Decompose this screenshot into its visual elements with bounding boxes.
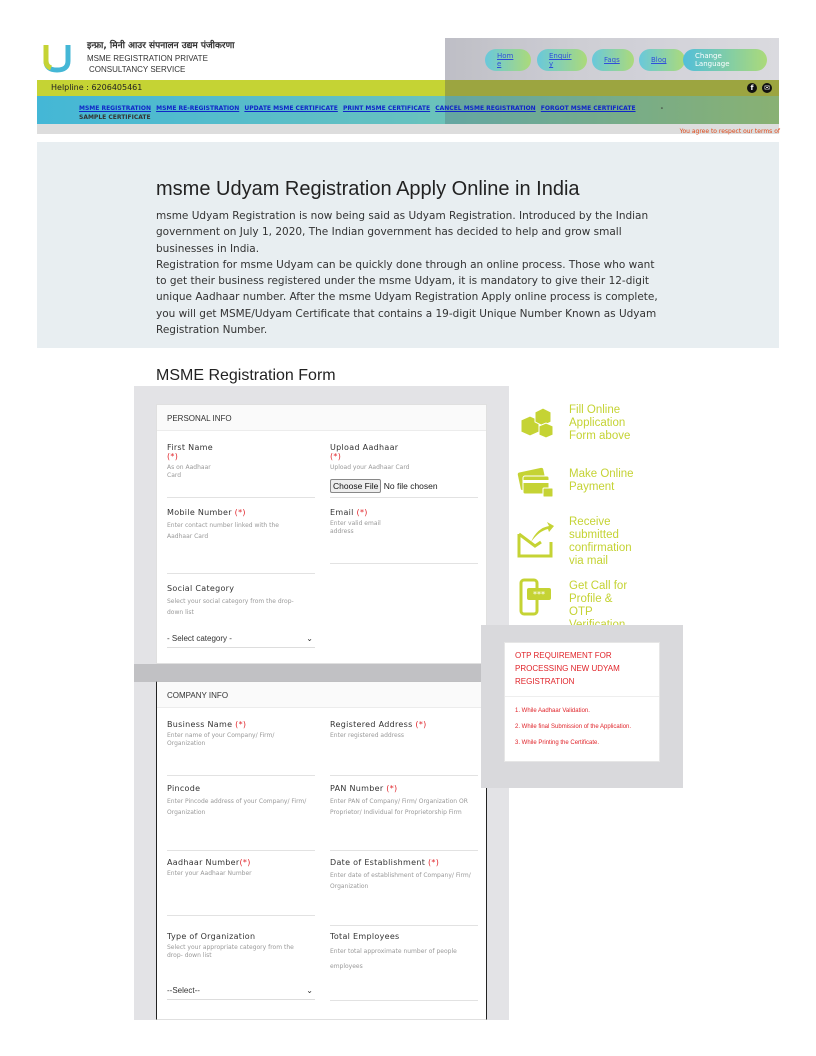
page-title: msme Udyam Registration Apply Online in India <box>156 178 580 200</box>
date-of-establishment-label: Date of Establishment <box>330 858 426 867</box>
required-mark: (*) <box>386 784 398 793</box>
boxes-icon <box>517 404 555 442</box>
payment-card-icon <box>517 464 555 502</box>
social-category-value: - Select category - <box>167 634 232 643</box>
aadhaar-number-field[interactable] <box>167 858 315 878</box>
nav-bar <box>445 38 779 80</box>
file-input[interactable] <box>330 479 438 493</box>
otp-item-2: 2. While final Submission of the Application. <box>515 724 632 730</box>
hero-paragraph-2: Registration for msme Udyam can be quickly done through an online process. Those who want to get their business registered under the msme Udyam, it is mandatory to give their 12-digit unique Aadhaar number. After the msme Udyam Registration Apply online process is complete, you will get MSME/Udyam Certificate that contains a 19-digit Unique Number Known as Udyam Registration Number. <box>156 258 658 337</box>
nav-home-link[interactable]: Hom e <box>485 49 531 71</box>
mobile-number-hint: Enter contact number linked with the Aadhaar Card <box>167 522 279 540</box>
total-employees-input[interactable] <box>330 1000 478 1001</box>
brand-hindi: इन्फ्रा, मिनी आउर संपनालन उद्यम पंजीकरणा <box>87 41 235 51</box>
pincode-hint: Enter Pincode address of your Company/ Firm/ Organization <box>167 798 307 816</box>
phone-otp-icon <box>517 578 555 616</box>
pincode-input[interactable] <box>167 850 315 851</box>
hero-paragraph-1: msme Udyam Registration is now being said as Udyam Registration. Introduced by the Indian government on July 1, 2020, The Indian government has decided to help and grow small businesses in India. <box>156 210 649 255</box>
date-of-establishment-field[interactable] <box>330 858 478 892</box>
first-name-field[interactable] <box>167 443 315 480</box>
upload-underline <box>330 497 478 498</box>
date-of-establishment-input[interactable] <box>330 925 478 926</box>
link-msme-re-registration[interactable]: MSME RE-REGISTRATION <box>156 105 240 112</box>
upload-aadhaar-field[interactable] <box>330 443 478 473</box>
required-mark: (*) <box>239 858 251 867</box>
social-category-field[interactable] <box>167 584 315 618</box>
hero-text <box>156 208 661 338</box>
quick-links <box>79 104 739 122</box>
organization-type-hint: Select your appropriate category from the drop- down list <box>167 944 294 959</box>
hero-section <box>37 142 779 348</box>
registration-form <box>134 386 509 1020</box>
email-label: Email <box>330 508 354 517</box>
pan-number-label: PAN Number <box>330 784 384 793</box>
required-mark: (*) <box>234 508 246 517</box>
registered-address-hint: Enter registered address <box>330 732 404 739</box>
otp-requirement-card <box>504 642 660 762</box>
chevron-down-icon: ⌄ <box>306 634 313 643</box>
upload-aadhaar-hint: Upload your Aadhaar Card <box>330 464 410 471</box>
step-2-text: Make Online Payment <box>569 468 634 493</box>
otp-item-1: 1. While Aadhaar Validation. <box>515 708 590 714</box>
first-name-label: First Name <box>167 443 213 452</box>
total-employees-hint: Enter total approximate number of people employees <box>330 948 457 970</box>
email-field[interactable] <box>330 508 478 536</box>
first-name-input[interactable] <box>167 497 315 498</box>
organization-type-select[interactable] <box>167 986 315 1000</box>
upload-aadhaar-label: Upload Aadhaar <box>330 443 399 452</box>
link-print-certificate[interactable]: PRINT MSME CERTIFICATE <box>342 105 431 112</box>
chevron-down-icon: ⌄ <box>306 986 313 995</box>
required-mark: (*) <box>235 720 247 729</box>
otp-heading: OTP REQUIREMENT FOR PROCESSING NEW UDYAM REGISTRATION <box>505 643 659 697</box>
helpline-number[interactable]: Helpline : 6206405461 <box>51 83 143 92</box>
email-input[interactable] <box>330 563 478 564</box>
social-category-label: Social Category <box>167 584 235 593</box>
link-cancel-registration[interactable]: CANCEL MSME REGISTRATION <box>435 105 536 112</box>
file-status: No file chosen <box>383 481 438 491</box>
personal-info-heading: PERSONAL INFO <box>157 405 486 431</box>
date-of-establishment-hint: Enter date of establishment of Company/ Firm/ Organization <box>330 872 471 890</box>
links-separator: - <box>660 105 664 112</box>
business-name-field[interactable] <box>167 720 315 748</box>
first-name-hint: As on Aadhaar Card <box>167 464 211 479</box>
nav-faqs-link[interactable]: Faqs <box>592 49 634 71</box>
change-language-button[interactable]: Change Language <box>683 49 767 71</box>
organization-type-field[interactable] <box>167 932 315 960</box>
step-4-text: Get Call for Profile & OTP <box>569 580 628 618</box>
site-logo-icon[interactable] <box>43 41 71 73</box>
nav-blog-link[interactable]: Blog <box>639 49 685 71</box>
pan-number-field[interactable] <box>330 784 478 818</box>
link-update-certificate[interactable]: UPDATE MSME CERTIFICATE <box>244 105 338 112</box>
svg-text:***: *** <box>533 590 545 599</box>
organization-type-label: Type of Organization <box>167 932 256 941</box>
personal-info-card <box>156 404 487 664</box>
aadhaar-number-input[interactable] <box>167 915 315 916</box>
business-name-hint: Enter name of your Company/ Firm/ Organization <box>167 732 275 747</box>
required-mark: (*) <box>428 858 440 867</box>
business-name-label: Business Name <box>167 720 233 729</box>
ticker-text: You agree to respect our terms of <box>679 128 780 135</box>
required-mark: (*) <box>356 508 368 517</box>
email-hint: Enter valid email address <box>330 520 381 535</box>
business-name-input[interactable] <box>167 775 315 776</box>
pincode-label: Pincode <box>167 784 201 793</box>
ticker-strip <box>37 124 779 134</box>
email-icon[interactable]: ✉ <box>762 83 772 93</box>
form-overlay-band <box>134 664 509 682</box>
mobile-number-input[interactable] <box>167 573 315 574</box>
mobile-number-label: Mobile Number <box>167 508 232 517</box>
brand-line-2: CONSULTANCY SERVICE <box>89 65 186 74</box>
form-title: MSME Registration Form <box>156 367 336 384</box>
otp-item-3: 3. While Printing the Certificate. <box>515 740 600 746</box>
company-info-card <box>156 681 487 1020</box>
total-employees-label: Total Employees <box>330 932 400 941</box>
pincode-field[interactable] <box>167 784 315 818</box>
quick-links-bar <box>37 96 779 124</box>
organization-type-value: --Select-- <box>167 986 200 995</box>
helpline-bar <box>37 80 779 96</box>
step-3-text: Receive submitted confirmation via mail <box>569 516 632 567</box>
aadhaar-number-hint: Enter your Aadhaar Number <box>167 870 252 877</box>
nav-enquiry-link[interactable]: Enquir y <box>537 49 587 71</box>
link-msme-registration[interactable]: MSME REGISTRATION <box>79 105 151 112</box>
registered-address-input[interactable] <box>330 775 478 776</box>
brand-name <box>87 53 208 75</box>
required-mark: (*) <box>415 720 427 729</box>
company-info-heading: COMPANY INFO <box>157 682 486 708</box>
aadhaar-number-label: Aadhaar Number <box>167 858 240 867</box>
step-1-text: Fill Online Application Form above <box>569 404 631 442</box>
required-mark: (*) <box>330 452 342 461</box>
site-header <box>37 36 779 80</box>
registered-address-label: Registered Address <box>330 720 413 729</box>
brand-line-1: MSME REGISTRATION PRIVATE <box>87 54 208 63</box>
pan-number-input[interactable] <box>330 850 478 851</box>
link-forgot-certificate[interactable]: FORGOT MSME CERTIFICATE <box>540 105 636 112</box>
helpline-overlay <box>445 80 779 96</box>
social-category-select[interactable] <box>167 634 315 648</box>
social-category-hint: Select your social category from the drop-down list <box>167 598 294 616</box>
facebook-icon[interactable]: f <box>747 83 757 93</box>
pan-number-hint: Enter PAN of Company/ Firm/ Organization OR Proprietor/ Individual for Proprietorship Firm <box>330 798 468 816</box>
choose-file-button[interactable]: Choose File <box>330 479 381 493</box>
required-mark: (*) <box>167 452 179 461</box>
mail-send-icon <box>517 520 555 558</box>
registered-address-field[interactable] <box>330 720 478 740</box>
total-employees-field[interactable] <box>330 932 478 974</box>
mobile-number-field[interactable] <box>167 508 315 542</box>
link-sample-certificate[interactable]: SAMPLE CERTIFICATE <box>79 114 151 121</box>
